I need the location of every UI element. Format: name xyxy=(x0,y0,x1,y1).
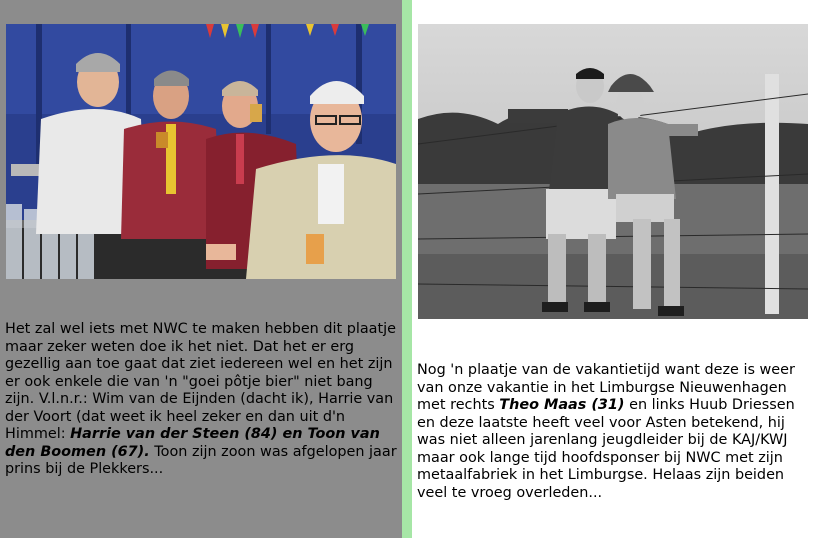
left-caption-text-1: Het zal wel iets met NWC te maken hebben dit plaatje maar zeker weten doe ik het niet. Dat het er erg gezellig aan toe gaat dat ziet iedereen wel en het zijn er ook enkele die van 'n "goei pôtje bier" niet bang zijn. V.l.n.r.: Wim van de Eijnden (dacht ik), Harrie van der Voort (dat weet ik heel zeker en dan uit d'n Himmel: xyxy=(5,321,396,442)
bar-group-photo xyxy=(6,24,396,279)
right-caption-name: Theo Maas (31) xyxy=(499,397,625,413)
right-caption xyxy=(417,362,812,502)
vacation-photo-image xyxy=(418,24,808,319)
panel-divider xyxy=(402,0,412,538)
vacation-photo xyxy=(418,24,808,319)
left-caption-text-2: Toon zijn zoon was afgelopen jaar prins bij de Plekkers... xyxy=(5,443,397,477)
bar-group-photo-image xyxy=(6,24,396,279)
right-panel xyxy=(412,0,814,538)
left-caption xyxy=(5,321,397,479)
right-caption-text-2: en links Huub Driessen en deze laatste heeft veel voor Asten betekend, hij was niet alleen jarenlang jeugdleider bij de KAJ/KWJ maar ook lange tijd hoofdsponser bij NWC met zijn metaalfabriek in het Limburgse. Helaas zijn beiden veel te vroeg overleden... xyxy=(417,397,795,501)
left-panel xyxy=(0,0,402,538)
left-caption-names: Harrie van der Steen (84) en Toon van den Boomen (67). xyxy=(5,426,380,460)
right-caption-text-1: Nog 'n plaatje van de vakantietijd want deze is weer van onze vakantie in het Limburgse Nieuwenhagen met rechts xyxy=(417,362,795,413)
